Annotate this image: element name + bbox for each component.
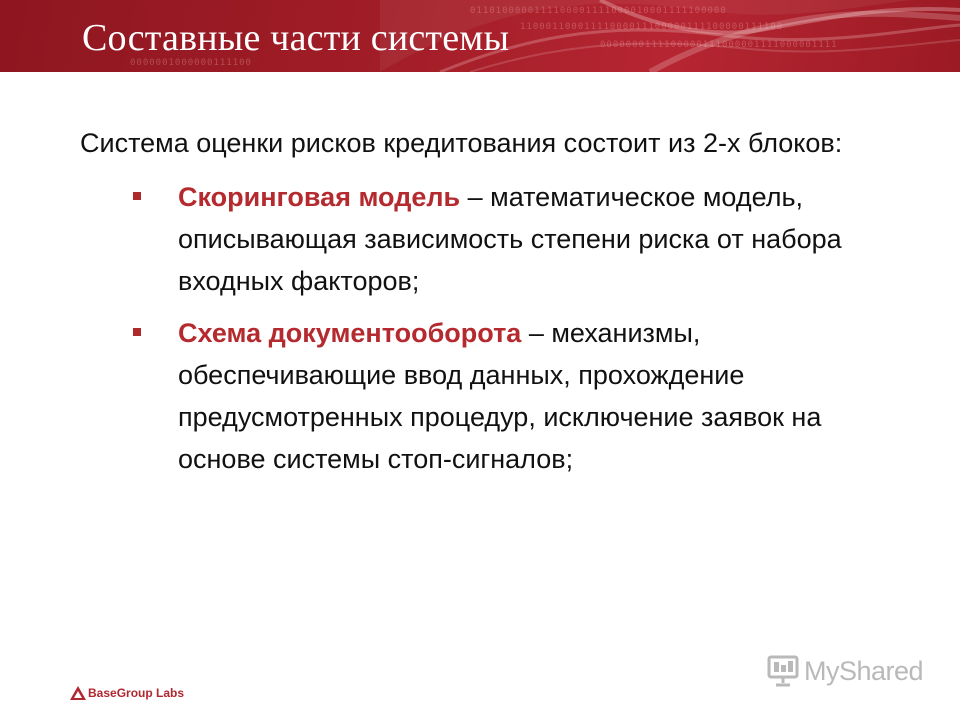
basegroup-logo-text: BaseGroup Labs: [88, 686, 185, 700]
binary-decoration: 0000000111100000111000001111000001111: [600, 40, 838, 50]
binary-decoration: 11000110001111000011100000111100000111100: [520, 22, 784, 32]
bullet-term: Скоринговая модель: [178, 182, 461, 212]
slide-title: Составные части системы: [82, 17, 510, 59]
basegroup-logo: [70, 686, 184, 700]
basegroup-triangle-icon: [70, 686, 86, 700]
bullet-list: [80, 176, 880, 480]
bullet-description: – математическое модель, описывающая зависимость степени риска от набора входных факторов;: [178, 182, 842, 296]
square-bullet-icon: [133, 328, 141, 336]
binary-decoration: 0110100000111100001111000010001111100000: [470, 6, 727, 16]
bullet-term: Схема документооборота: [178, 318, 522, 348]
binary-decoration: 0000001000000111100: [130, 58, 252, 68]
intro-paragraph: Система оценки рисков кредитования состоит из 2-х блоков:: [80, 128, 843, 158]
myshared-watermark: [766, 654, 923, 688]
slide-content: [80, 122, 880, 490]
myshared-text: MyShared: [804, 655, 924, 686]
myshared-presentation-icon: [766, 654, 800, 688]
bullet-description: – механизмы, обеспечивающие ввод данных, прохождение предусмотренных процедур, исключение заявок на основе системы стоп-сигналов;: [178, 318, 822, 474]
bullet-item: [80, 312, 880, 480]
square-bullet-icon: [133, 192, 141, 200]
bullet-item: [80, 176, 880, 302]
title-banner: [0, 0, 960, 72]
